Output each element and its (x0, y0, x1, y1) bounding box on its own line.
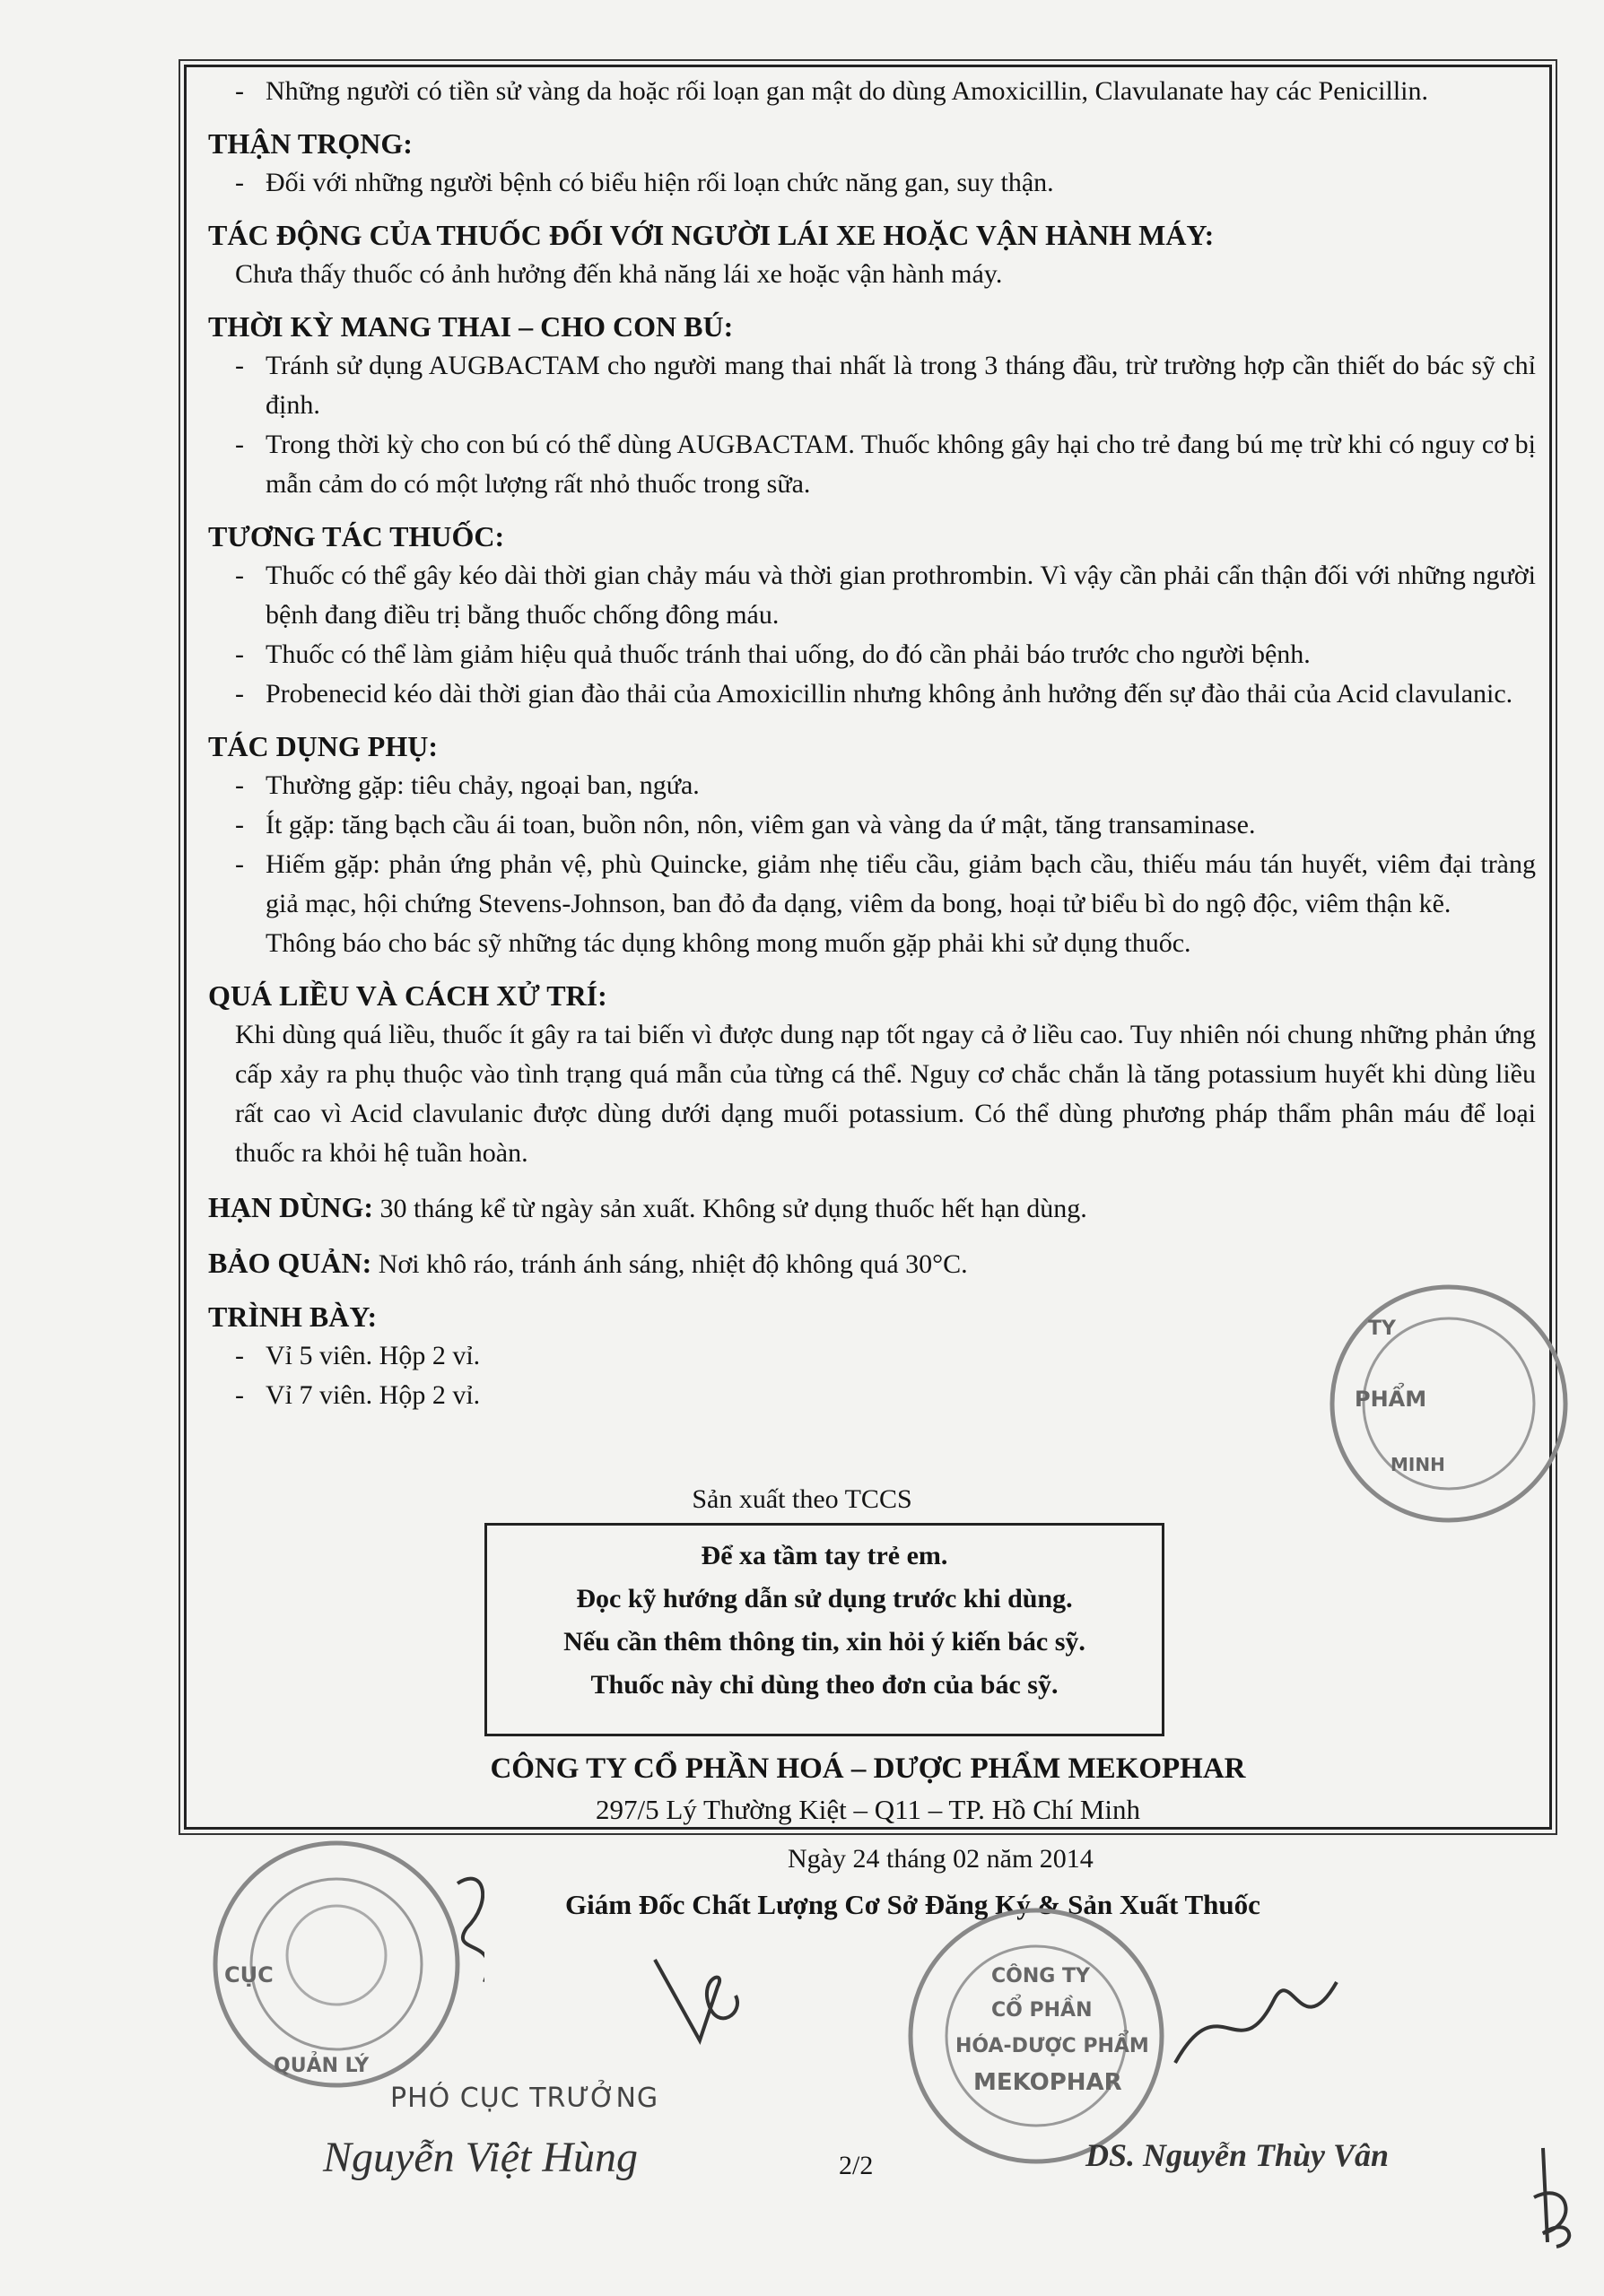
stamp-text: PHẨM (1355, 1387, 1427, 1412)
warning-box (484, 1523, 1164, 1736)
item-text: Thường gặp: tiêu chảy, ngoại ban, ngứa. (266, 770, 700, 800)
warning-line: Để xa tầm tay trẻ em. (701, 1541, 948, 1570)
section-text: Chưa thấy thuốc có ảnh hưởng đến khả năng lái xe hoặc vận hành máy. (235, 259, 1003, 289)
item-text: Thuốc có thể gây kéo dài thời gian chảy máu và thời gian prothrombin. Vì vậy cần phải cẩn thận đối với những người bệnh đang điều trị bằng thuốc chống đông máu. (266, 561, 1536, 630)
section-heading: THỜI KỲ MANG THAI – CHO CON BÚ: (208, 310, 734, 343)
stamp-text: CỔ PHẦN (991, 1999, 1093, 2022)
section-driving (208, 215, 1536, 294)
warning-line: Thuốc này chỉ dùng theo đơn của bác sỹ. (590, 1670, 1059, 1700)
right-signatory-name: DS. Nguyễn Thùy Vân (1085, 2137, 1390, 2173)
section-precautions (208, 124, 1536, 203)
section-interactions (208, 517, 1536, 714)
list-item: - Thuốc có thể gây kéo dài thời gian chảy máu và thời gian prothrombin. Vì vậy cần phải cẩn thận đối với những người bệnh đang điều trị bằng thuốc chống đông máu. (235, 561, 1536, 630)
side-effects-note: Thông báo cho bác sỹ những tác dụng không mong muốn gặp phải khi sử dụng thuốc. (266, 928, 1191, 958)
stamp-text: HÓA-DƯỢC PHẨM (955, 2035, 1149, 2057)
company-name: CÔNG TY CỔ PHẦN HOÁ – DƯỢC PHẨM MEKOPHAR (490, 1752, 1246, 1785)
signature-icon (646, 1951, 754, 2049)
shelf-life (208, 1187, 1536, 1229)
stamp-text: MEKOPHAR (973, 2069, 1122, 2096)
company-block (184, 1747, 1552, 1830)
section-overdose (208, 976, 1536, 1173)
item-text: Tránh sử dụng AUGBACTAM cho người mang thai nhất là trong 3 tháng đầu, trừ trường hợp cần thiết do bác sỹ chỉ định. (266, 351, 1536, 420)
item-text: Thuốc có thể làm giảm hiệu quả thuốc tránh thai uống, do đó cần phải báo trước cho người bệnh. (266, 639, 1311, 669)
stamp-text: CỤC (224, 1962, 274, 1987)
list-item: - Tránh sử dụng AUGBACTAM cho người mang thai nhất là trong 3 tháng đầu, trừ trường hợp cần thiết do bác sỹ chỉ định. (235, 351, 1536, 420)
section-heading: TƯƠNG TÁC THUỐC: (208, 520, 505, 552)
item-text: Vỉ 7 viên. Hộp 2 vỉ. (266, 1380, 481, 1410)
section-heading: THẬN TRỌNG: (208, 127, 413, 160)
section-heading: TRÌNH BÀY: (208, 1300, 378, 1333)
list-item: - Vỉ 7 viên. Hộp 2 vỉ. (235, 1380, 481, 1410)
shelf-life-text: 30 tháng kể từ ngày sản xuất. Không sử dụng thuốc hết hạn dùng. (379, 1194, 1087, 1223)
stamp-text: TY (1368, 1318, 1396, 1340)
storage-label: BẢO QUẢN: (208, 1247, 372, 1279)
list-item: - Vỉ 5 viên. Hộp 2 vỉ. (235, 1341, 481, 1370)
list-item: - Đối với những người bệnh có biểu hiện rối loạn chức năng gan, suy thận. (235, 168, 1054, 197)
warning-line: Đọc kỹ hướng dẫn sử dụng trước khi dùng. (576, 1584, 1073, 1613)
item-text: Vỉ 5 viên. Hộp 2 vỉ. (266, 1341, 481, 1370)
section-text: Khi dùng quá liều, thuốc ít gây ra tai biến vì được dung nạp tốt ngay cả ở liều cao. Tuy nhiên nói chung những phản ứng cấp xảy ra phụ thuộc vào tình trạng quá mẫn của từng cá thể. Nguy cơ chắc chắn là tăng potassium huyết khi dùng liều rất cao vì Acid clavulanic được dùng dưới dạng muối potassium. Có thể dùng phương pháp thẩm phân máu để loại thuốc ra khỏi hệ tuần hoàn. (235, 1020, 1536, 1168)
list-item: - Những người có tiền sử vàng da hoặc rối loạn gan mật do dùng Amoxicillin, Clavulanate hay các Penicillin. (235, 76, 1429, 106)
left-stamp-icon (188, 1830, 484, 2099)
list-item: - Hiếm gặp: phản ứng phản vệ, phù Quincke, giảm nhẹ tiểu cầu, giảm bạch cầu, thiếu máu tán huyết, viêm đại tràng giả mạc, hội chứng Stevens-Johnson, ban đỏ đa dạng, viêm da bong, hoại tử biểu bì do ngộ độc, viêm thận kẽ. (235, 849, 1536, 918)
leaflet-content (208, 72, 1536, 1415)
section-heading: TÁC DỤNG PHỤ: (208, 730, 438, 762)
item-text: Đối với những người bệnh có biểu hiện rối loạn chức năng gan, suy thận. (266, 168, 1054, 197)
stamp-text: MINH (1390, 1454, 1445, 1475)
section-side-effects (208, 726, 1536, 963)
section-pregnancy (208, 307, 1536, 504)
left-signatory-name: Nguyễn Việt Hùng (323, 2134, 639, 2181)
signature-icon (1166, 1964, 1346, 2072)
company-stamp-icon (888, 1901, 1184, 2170)
list-item: - Probenecid kéo dài thời gian đào thải của Amoxicillin nhưng không ảnh hưởng đến sự đào thải của Acid clavulanic. (235, 679, 1513, 709)
company-address: 297/5 Lý Thường Kiệt – Q11 – TP. Hồ Chí Minh (595, 1794, 1140, 1825)
manufacturing-standard: Sản xuất theo TCCS (692, 1484, 912, 1514)
shelf-life-label: HẠN DÙNG: (208, 1191, 373, 1223)
warning-line: Nếu cần thêm thông tin, xin hỏi ý kiến bác sỹ. (563, 1627, 1085, 1657)
item-text: Probenecid kéo dài thời gian đào thải của Amoxicillin nhưng không ảnh hưởng đến sự đào thải của Acid clavulanic. (266, 679, 1513, 709)
stamp-text: QUẢN LÝ (274, 2055, 370, 2077)
page-number: 2/2 (839, 2151, 874, 2180)
signing-date: Ngày 24 tháng 02 năm 2014 (788, 1844, 1094, 1874)
item-text: Ít gặp: tăng bạch cầu ái toan, buồn nôn, nôn, viêm gan và vàng da ứ mật, tăng transaminase. (266, 810, 1256, 839)
item-text: Những người có tiền sử vàng da hoặc rối loạn gan mật do dùng Amoxicillin, Clavulanate hay các Penicillin. (266, 76, 1429, 106)
list-item: - Thường gặp: tiêu chảy, ngoại ban, ngứa. (235, 770, 700, 800)
list-item: - Thuốc có thể làm giảm hiệu quả thuốc tránh thai uống, do đó cần phải báo trước cho người bệnh. (235, 639, 1311, 669)
item-text: Trong thời kỳ cho con bú có thể dùng AUGBACTAM. Thuốc không gây hại cho trẻ đang bú mẹ trừ khi có nguy cơ bị mẫn cảm do có một lượng rất nhỏ thuốc trong sữa. (266, 430, 1536, 499)
storage-text: Nơi khô ráo, tránh ánh sáng, nhiệt độ không quá 30°C. (378, 1249, 968, 1279)
section-heading: TÁC ĐỘNG CỦA THUỐC ĐỐI VỚI NGƯỜI LÁI XE HOẶC VẬN HÀNH MÁY: (208, 219, 1215, 251)
director-title: Giám Đốc Chất Lượng Cơ Sở Đăng Ký & Sản Xuất Thuốc (565, 1889, 1260, 1920)
initials-icon (1525, 2144, 1588, 2251)
item-text: Hiếm gặp: phản ứng phản vệ, phù Quincke, giảm nhẹ tiểu cầu, giảm bạch cầu, thiếu máu tán huyết, viêm đại tràng giả mạc, hội chứng Stevens-Johnson, ban đỏ đa dạng, viêm da bong, hoại tử biểu bì do ngộ độc, viêm thận kẽ. (266, 849, 1536, 918)
section-heading: QUÁ LIỀU VÀ CÁCH XỬ TRÍ: (208, 979, 607, 1012)
list-item: - Ít gặp: tăng bạch cầu ái toan, buồn nôn, nôn, viêm gan và vàng da ứ mật, tăng transaminase. (235, 810, 1256, 839)
stamp-text: CÔNG TY (991, 1965, 1090, 1987)
left-signatory-title: PHÓ CỤC TRƯỞNG (390, 2083, 659, 2114)
right-stamp-icon (1319, 1274, 1579, 1534)
list-item: - Trong thời kỳ cho con bú có thể dùng AUGBACTAM. Thuốc không gây hại cho trẻ đang bú mẹ trừ khi có nguy cơ bị mẫn cảm do có một lượng rất nhỏ thuốc trong sữa. (235, 430, 1536, 499)
